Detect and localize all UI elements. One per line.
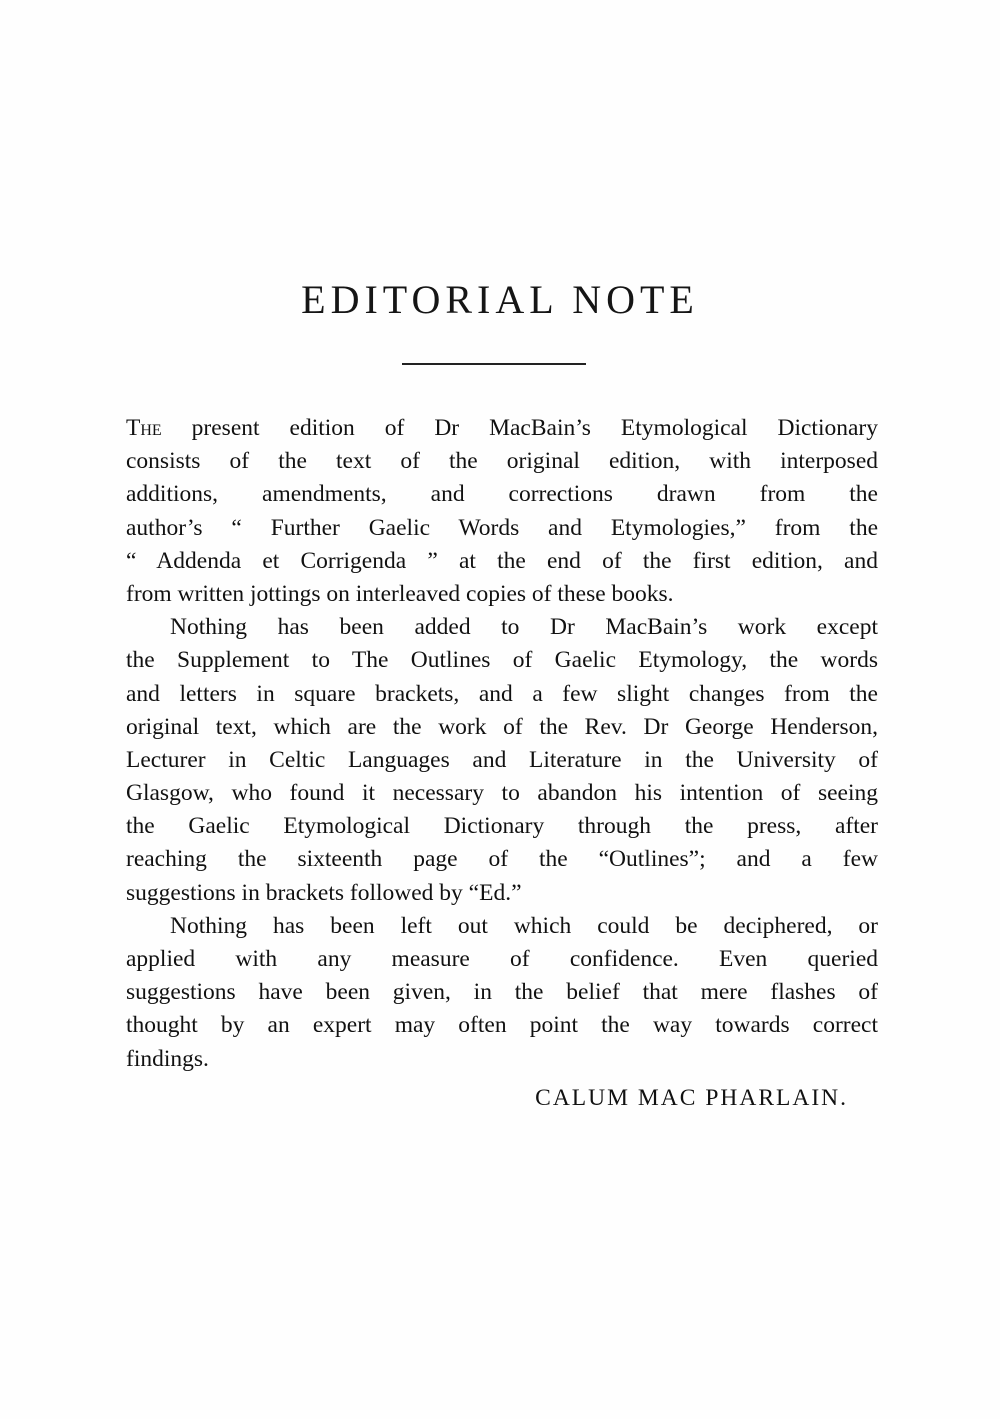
signature: CALUM MAC PHARLAIN.: [535, 1085, 848, 1111]
text-line: the Gaelic Etymological Dictionary through the press, after: [126, 813, 878, 840]
text-line: [126, 412, 878, 445]
text-line: Nothing has been added to Dr MacBain’s work except: [170, 614, 878, 641]
text-line: “ Addenda et Corrigenda ” at the end of the first edition, and: [126, 547, 878, 574]
text-line: and letters in square brackets, and a few slight changes from the: [126, 680, 878, 707]
text-line: consists of the text of the original edition, with interposed: [126, 448, 878, 475]
text-line: reaching the sixteenth page of the “Outlines”; and a few: [126, 846, 878, 873]
text-line: Lecturer in Celtic Languages and Literature in the University of: [126, 746, 878, 773]
text-line: thought by an expert may often point the way towards correct: [126, 1012, 878, 1039]
text-line-content: present edition of Dr MacBain’s Etymological Dictionary: [161, 415, 878, 441]
text-line: author’s “ Further Gaelic Words and Etymologies,” from the: [126, 514, 878, 541]
text-line: applied with any measure of confidence. Even queried: [126, 946, 878, 972]
paragraph-2: [126, 611, 878, 910]
editorial-body: [126, 412, 878, 1076]
text-line: Glasgow, who found it necessary to abandon his intention of seeing: [126, 780, 878, 807]
text-line: Nothing has been left out which could be deciphered, or: [170, 912, 878, 939]
text-line: from written jottings on interleaved copies of these books.: [126, 580, 674, 607]
title-divider: [402, 363, 586, 365]
paragraph-1: [126, 412, 878, 611]
text-line: the Supplement to The Outlines of Gaelic Etymology, the words: [126, 647, 878, 674]
text-line: original text, which are the work of the Rev. Dr George Henderson,: [126, 713, 878, 740]
lead-word: The: [126, 415, 162, 441]
text-line: additions, amendments, and corrections drawn from the: [126, 481, 878, 508]
page-title: EDITORIAL NOTE: [301, 277, 699, 322]
text-line: suggestions have been given, in the belief that mere flashes of: [126, 979, 878, 1006]
text-line: findings.: [126, 1045, 209, 1072]
text-line: suggestions in brackets followed by “Ed.”: [126, 879, 522, 906]
paragraph-3: [126, 910, 878, 1076]
